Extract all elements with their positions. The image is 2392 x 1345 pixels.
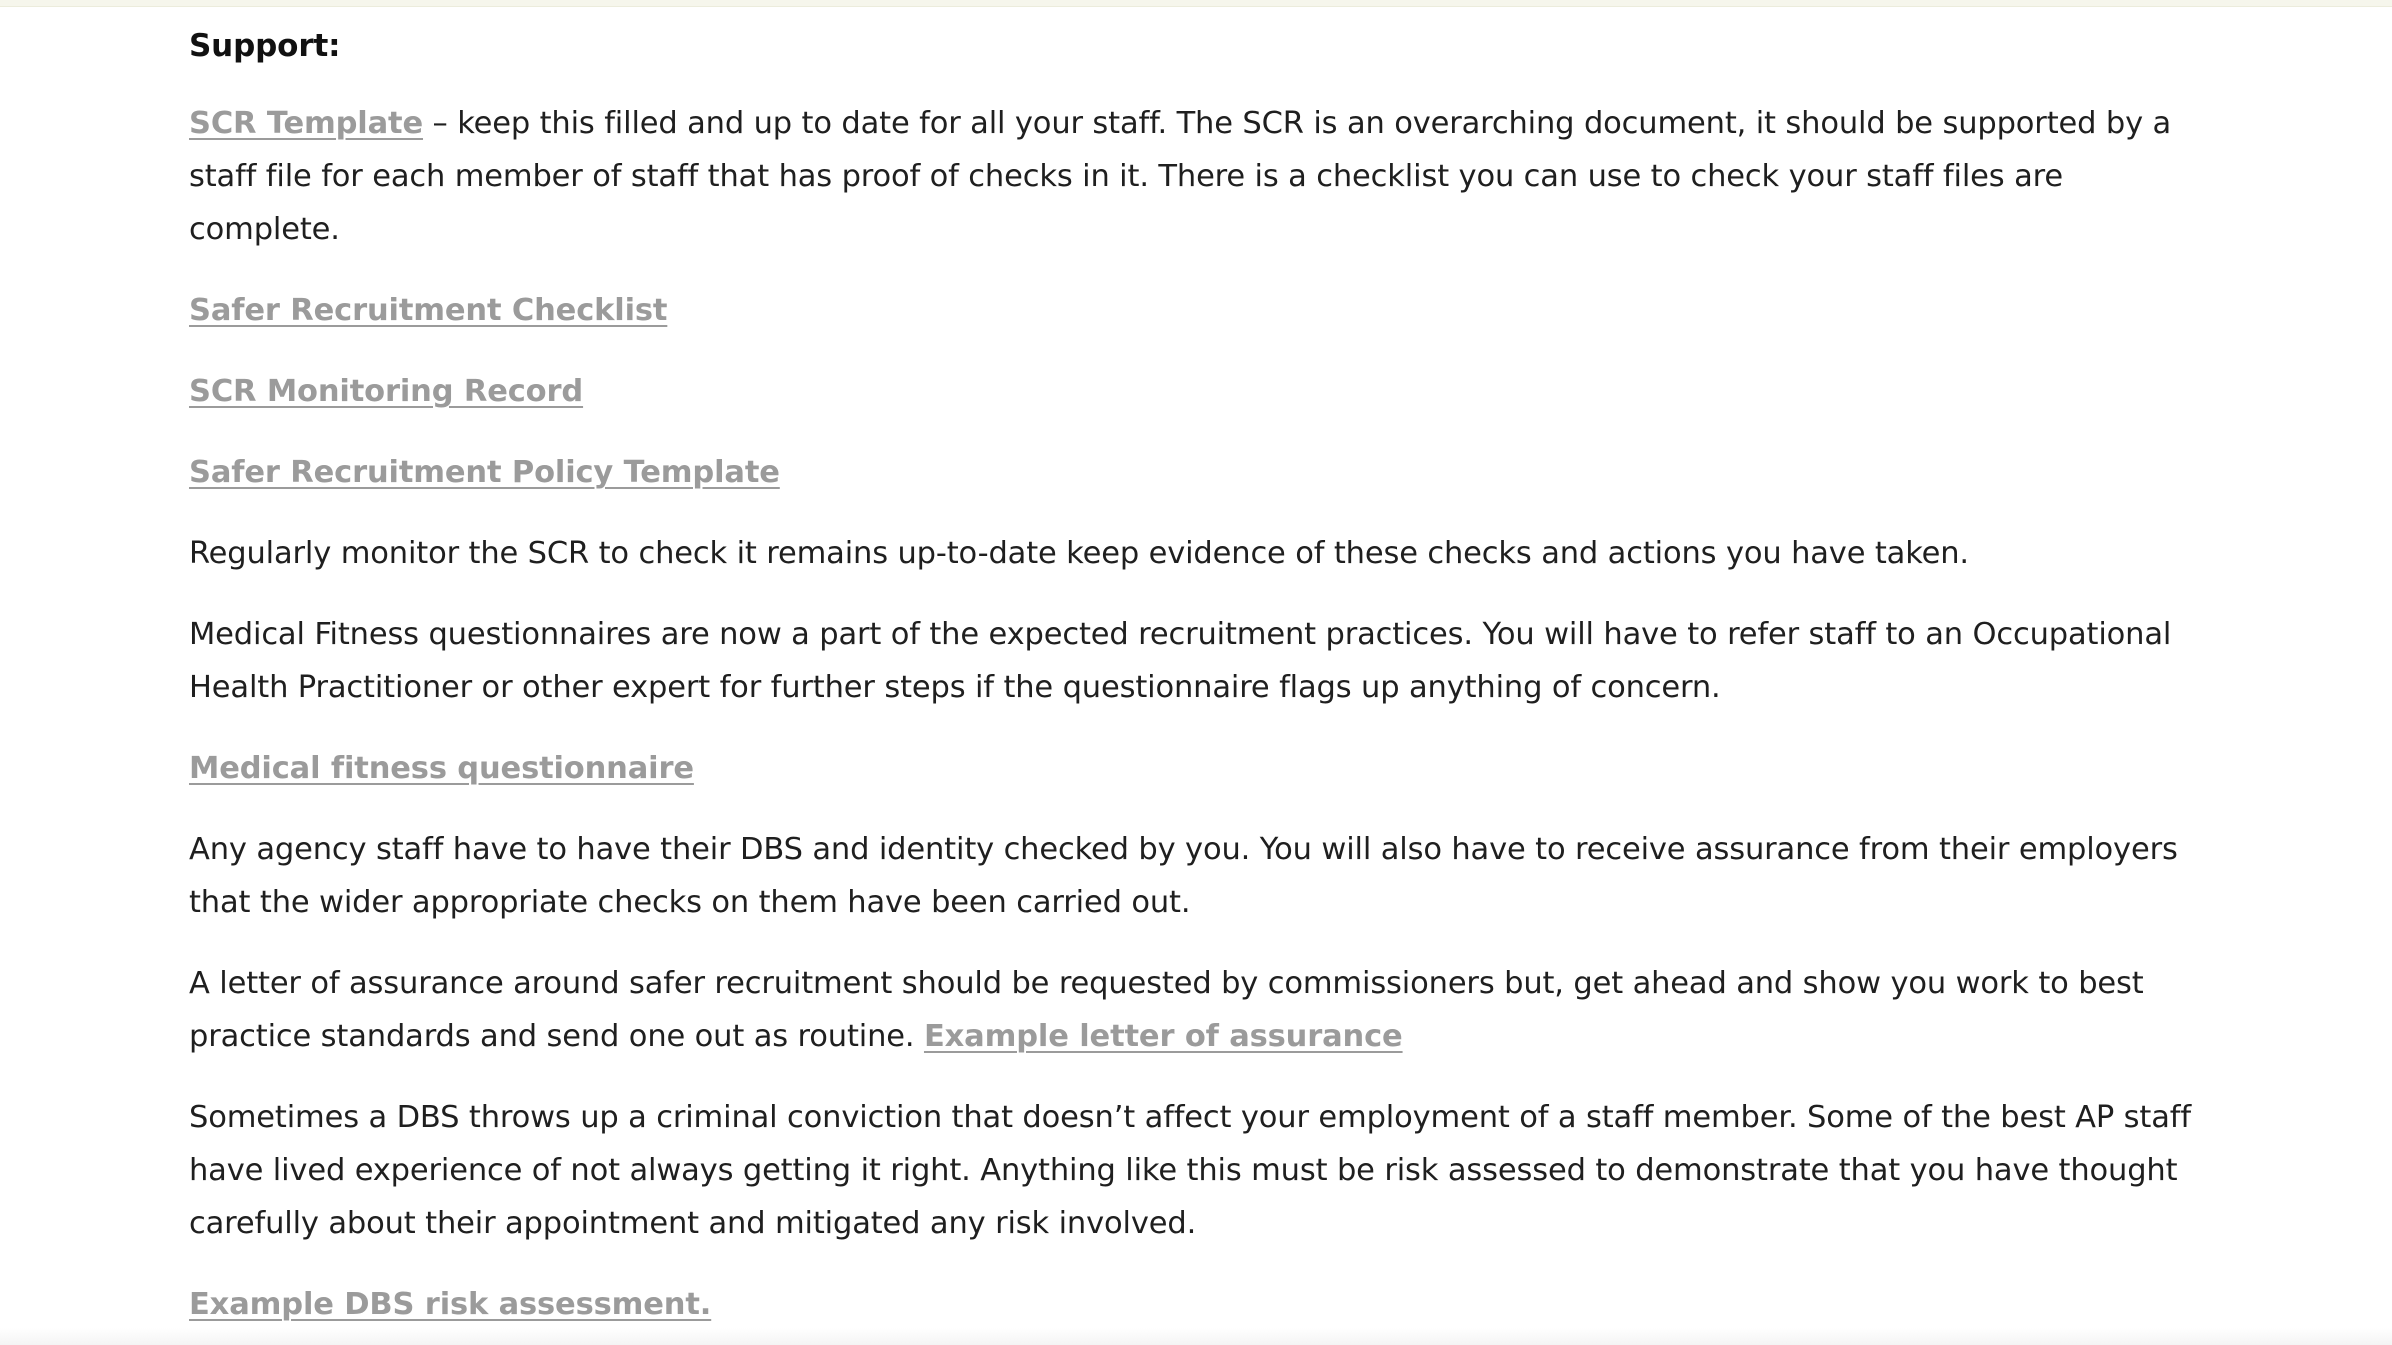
scr-template-description: – keep this filled and up to date for all your staff. The SCR is an overarching document, it should be supported by a staff file for each member of staff that has proof of checks in it. There is a checklist you can use to check your staff files are complete. [189, 106, 2172, 247]
medical-fitness-paragraph: Medical Fitness questionnaires are now a part of the expected recruitment practices. You will have to refer staff to an Occupational Health Practitioner or other expert for further steps if the questionnaire flags up anything of concern. [189, 617, 2172, 705]
monitor-scr-paragraph: Regularly monitor the SCR to check it remains up-to-date keep evidence of these checks and actions you have taken. [189, 536, 1969, 571]
letter-of-assurance-paragraph [189, 957, 2209, 1063]
bottom-edge [0, 1328, 2392, 1345]
support-section [189, 26, 2209, 1331]
safer-recruitment-checklist-link[interactable]: Safer Recruitment Checklist [189, 293, 668, 328]
medical-link-paragraph [189, 742, 2209, 795]
safer-recruitment-policy-template-link[interactable]: Safer Recruitment Policy Template [189, 455, 780, 490]
top-border [0, 0, 2392, 7]
scr-template-paragraph [189, 97, 2209, 256]
agency-staff-paragraph: Any agency staff have to have their DBS and identity checked by you. You will also have to receive assurance from their employers that the wider appropriate checks on them have been carried out. [189, 832, 2178, 920]
dbs-conviction-paragraph: Sometimes a DBS throws up a criminal conviction that doesn’t affect your employment of a staff member. Some of the best AP staff have lived experience of not always getting it right. Anything like this must be risk assessed to demonstrate that you have thought carefully about their appointment and mitigated any risk involved. [189, 1100, 2191, 1241]
scr-monitoring-record-link[interactable]: SCR Monitoring Record [189, 374, 584, 409]
monitoring-paragraph [189, 365, 2209, 418]
support-heading: Support: [189, 28, 341, 64]
medical-fitness-questionnaire-link[interactable]: Medical fitness questionnaire [189, 751, 694, 786]
policy-paragraph [189, 446, 2209, 499]
scr-template-link[interactable]: SCR Template [189, 106, 424, 141]
example-letter-of-assurance-link[interactable]: Example letter of assurance [923, 1019, 1403, 1054]
letter-of-assurance-text: A letter of assurance around safer recruitment should be requested by commissioners but, get ahead and show you work to best practice standards and send one out as routine. [189, 966, 2144, 1054]
checklist-paragraph [189, 284, 2209, 337]
example-dbs-risk-assessment-link[interactable]: Example DBS risk assessment. [189, 1287, 712, 1322]
dbs-link-paragraph [189, 1278, 2209, 1331]
